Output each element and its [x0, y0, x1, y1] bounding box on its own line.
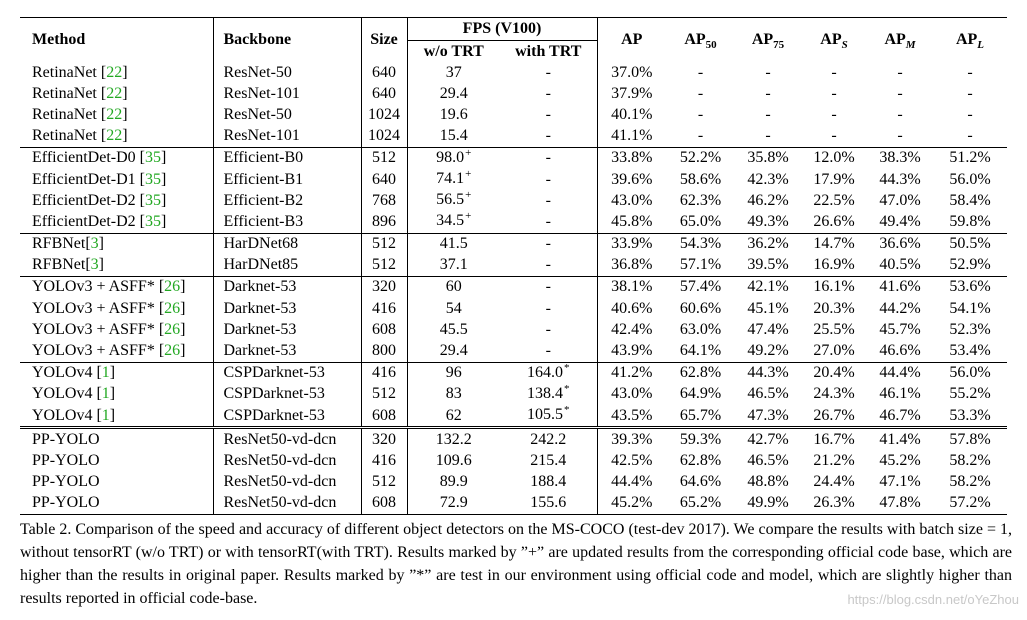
cell-size: 608: [361, 405, 407, 428]
cell-method: EfficientDet-D2 [35]: [32, 191, 167, 209]
cell-fps-wo-trt: 54: [407, 298, 500, 319]
cell-method: YOLOv3 + ASFF* [26]: [20, 276, 213, 298]
table-row: [20, 493, 1007, 515]
cell-method: RFBNet[3]: [32, 256, 104, 274]
cell-method: YOLOv3 + ASFF* [26]: [32, 342, 186, 360]
citation-link[interactable]: 1: [101, 406, 110, 424]
cell-ap: 33.9%: [597, 233, 666, 255]
cell-size: 640: [361, 62, 407, 83]
cell-apl: 58.4%: [949, 191, 991, 209]
cell-fps-with-trt: -: [545, 170, 551, 188]
cell-apl: 53.4%: [949, 342, 991, 360]
cell-ap75: 42.1%: [735, 276, 801, 298]
cell-ap75: 46.2%: [747, 191, 789, 209]
table-row: [20, 472, 1007, 493]
citation-link[interactable]: 35: [145, 212, 161, 230]
table-row: [20, 169, 1007, 190]
cell-backbone: HarDNet85: [213, 255, 361, 277]
cell-ap50: 63.0%: [679, 320, 722, 338]
cell-ap: 45.8%: [597, 211, 666, 233]
cell-ap75: 46.5%: [747, 451, 789, 469]
header-size: Size: [361, 18, 407, 63]
citation-link[interactable]: 26: [164, 278, 181, 296]
cell-ap: 42.4%: [597, 319, 666, 340]
cell-method: EfficientDet-D0 [35]: [20, 147, 213, 169]
cell-ap: 40.1%: [597, 104, 666, 125]
cell-backbone: Efficient-B3: [213, 211, 361, 233]
cell-apl: -: [967, 84, 973, 102]
citation-link[interactable]: 26: [164, 320, 181, 338]
cell-ap75: -: [765, 105, 771, 123]
cell-fps-with-trt: -: [545, 63, 551, 81]
citation-link[interactable]: 1: [101, 364, 110, 382]
cell-fps-wo-trt: 37.1: [407, 255, 500, 277]
cell-ap: 42.5%: [597, 450, 666, 471]
cell-size: 1024: [361, 104, 407, 125]
citation-link[interactable]: 35: [145, 149, 161, 167]
result-marker: *: [564, 361, 570, 374]
cell-size: 320: [361, 276, 407, 298]
cell-fps-wo-trt: 19.6: [407, 104, 500, 125]
table-row: [20, 298, 1007, 319]
cell-size: 512: [361, 384, 407, 405]
header-fps-wo-trt: w/o TRT: [407, 41, 500, 63]
table-row: [20, 104, 1007, 125]
header-apl: $AP_L$: [933, 18, 1007, 63]
result-marker: +: [465, 146, 472, 159]
header-method: Method: [20, 18, 213, 63]
cell-ap75: 45.1%: [747, 299, 789, 317]
cell-aps: 26.6%: [813, 212, 855, 230]
cell-backbone: Efficient-B1: [213, 169, 361, 190]
cell-ap: 41.1%: [597, 126, 666, 148]
cell-ap50: 58.6%: [679, 170, 722, 188]
cell-fps-with-trt: -: [545, 84, 551, 102]
table-row: [20, 450, 1007, 471]
cell-ap: 43.0%: [597, 190, 666, 211]
header-ap75: $AP_{75}$: [735, 18, 801, 63]
cell-fps-wo-trt: 45.5: [407, 319, 500, 340]
cell-fps-wo-trt: 98.0+: [407, 147, 500, 169]
cell-size: 608: [361, 319, 407, 340]
cell-apl: 52.3%: [949, 320, 991, 338]
cell-ap75: 49.3%: [747, 212, 789, 230]
cell-apm: 46.6%: [879, 342, 921, 360]
table-row: [20, 340, 1007, 362]
cell-fps-wo-trt: 96: [407, 362, 500, 384]
cell-aps: 24.4%: [813, 473, 855, 491]
citation-link[interactable]: 1: [101, 385, 110, 403]
cell-apm: 44.2%: [879, 299, 921, 317]
cell-fps-with-trt: 164.0*: [500, 362, 597, 384]
cell-fps-with-trt: 215.4: [530, 451, 567, 469]
table-row: [20, 126, 1007, 148]
cell-size: 512: [361, 255, 407, 277]
cell-fps-with-trt: -: [545, 191, 551, 209]
cell-ap50: 62.8%: [679, 451, 722, 469]
cell-apl: 58.2%: [949, 473, 991, 491]
cell-size: 416: [361, 298, 407, 319]
header-ap50: $AP_{50}$: [666, 18, 735, 63]
cell-fps-wo-trt: 37: [407, 62, 500, 83]
cell-backbone: ResNet50-vd-dcn: [213, 428, 361, 451]
cell-method: YOLOv4 [1]: [20, 362, 213, 384]
cell-apm: 38.3%: [867, 147, 933, 169]
table-row: [20, 255, 1007, 277]
cell-fps-wo-trt: 29.4: [407, 340, 500, 362]
cell-backbone: ResNet-50: [213, 104, 361, 125]
cell-ap75: 48.8%: [747, 473, 789, 491]
watermark: https://blog.csdn.net/oYeZhou: [847, 592, 1019, 607]
cell-fps-wo-trt: 72.9: [407, 493, 500, 515]
table-row: [20, 233, 1007, 255]
cell-fps-with-trt: -: [545, 342, 551, 360]
cell-ap50: -: [697, 105, 704, 123]
cell-fps-wo-trt: 89.9: [407, 472, 500, 493]
cell-apm: 41.4%: [867, 428, 933, 451]
cell-size: 416: [361, 362, 407, 384]
cell-ap: 37.0%: [597, 62, 666, 83]
cell-ap50: 65.0%: [679, 212, 722, 230]
cell-backbone: ResNet50-vd-dcn: [213, 450, 361, 471]
result-marker: *: [564, 382, 570, 395]
cell-apl: 58.2%: [949, 451, 991, 469]
cell-ap75: 47.3%: [747, 406, 789, 424]
cell-fps-with-trt: -: [545, 256, 551, 274]
header-fps-group: FPS (V100): [407, 18, 597, 41]
cell-fps-wo-trt: 83: [407, 384, 500, 405]
cell-apm: 46.1%: [879, 385, 921, 403]
cell-apl: 57.8%: [933, 428, 1007, 451]
cell-fps-with-trt: 138.4*: [527, 382, 570, 402]
cell-apm: 44.4%: [867, 362, 933, 384]
citation-link[interactable]: 22: [106, 84, 123, 102]
header-aps: $AP_S$: [801, 18, 867, 63]
cell-ap: 41.2%: [597, 362, 666, 384]
cell-ap75: -: [765, 63, 771, 81]
cell-aps: -: [831, 84, 837, 102]
cell-ap: 43.9%: [597, 340, 666, 362]
cell-fps-with-trt: 155.6: [500, 493, 597, 515]
cell-apm: 47.0%: [879, 191, 921, 209]
cell-apm: 47.8%: [867, 493, 933, 515]
cell-fps-with-trt: 105.5*: [527, 404, 570, 424]
cell-fps-wo-trt: 132.2: [407, 428, 500, 451]
cell-apl: 56.0%: [949, 170, 991, 188]
cell-backbone: Darknet-53: [213, 298, 361, 319]
cell-method: EfficientDet-D1 [35]: [32, 170, 167, 188]
cell-aps: 16.9%: [813, 256, 855, 274]
cell-apl: 53.3%: [949, 406, 991, 424]
cell-aps: 17.9%: [813, 170, 855, 188]
cell-ap50: 52.2%: [666, 147, 735, 169]
cell-method: RetinaNet [22]: [32, 63, 128, 81]
cell-ap75: 39.5%: [747, 256, 789, 274]
cell-fps-with-trt: -: [545, 127, 551, 145]
cell-aps: -: [831, 127, 837, 145]
cell-fps-with-trt: 242.2: [500, 428, 597, 451]
cell-aps: 16.7%: [801, 428, 867, 451]
table-row: [20, 62, 1007, 83]
comparison-table: [20, 17, 1007, 515]
cell-ap: 37.9%: [597, 83, 666, 104]
cell-apl: 57.2%: [933, 493, 1007, 515]
cell-fps-with-trt: -: [500, 276, 597, 298]
cell-ap75: 47.4%: [747, 320, 789, 338]
cell-fps-wo-trt: 109.6: [407, 450, 500, 471]
cell-apl: 51.2%: [933, 147, 1007, 169]
cell-backbone: Darknet-53: [213, 276, 361, 298]
cell-apm: -: [897, 127, 903, 145]
cell-ap50: -: [697, 127, 704, 145]
table-row: [20, 83, 1007, 104]
cell-fps-wo-trt: 60: [407, 276, 500, 298]
cell-aps: -: [831, 105, 837, 123]
cell-ap50: 60.6%: [679, 299, 722, 317]
cell-apm: 49.4%: [879, 212, 921, 230]
citation-link[interactable]: 22: [106, 63, 123, 81]
cell-size: 608: [361, 493, 407, 515]
cell-ap50: 54.3%: [666, 233, 735, 255]
cell-ap: 43.0%: [597, 384, 666, 405]
cell-fps-wo-trt: 41.5: [407, 233, 500, 255]
cell-aps: 20.4%: [801, 362, 867, 384]
cell-aps: 20.3%: [813, 299, 855, 317]
cell-ap75: 44.3%: [735, 362, 801, 384]
cell-aps: 12.0%: [801, 147, 867, 169]
citation-link[interactable]: 26: [164, 342, 181, 360]
cell-ap75: 46.5%: [747, 385, 789, 403]
table-row: [20, 147, 1007, 169]
cell-backbone: HarDNet68: [213, 233, 361, 255]
cell-apm: 45.2%: [879, 451, 921, 469]
cell-ap50: -: [697, 63, 704, 81]
cell-ap: 38.1%: [597, 276, 666, 298]
cell-fps-with-trt: -: [545, 299, 551, 317]
cell-fps-with-trt: -: [545, 212, 551, 230]
citation-link[interactable]: 3: [90, 256, 99, 274]
cell-aps: 24.3%: [813, 385, 855, 403]
cell-size: 512: [361, 472, 407, 493]
result-marker: +: [465, 189, 472, 202]
cell-ap: 39.6%: [597, 169, 666, 190]
citation-link[interactable]: 3: [90, 235, 99, 253]
cell-ap75: -: [765, 84, 771, 102]
cell-apm: 40.5%: [879, 256, 921, 274]
cell-ap75: -: [765, 127, 771, 145]
cell-ap75: 36.2%: [735, 233, 801, 255]
cell-backbone: ResNet50-vd-dcn: [213, 493, 361, 515]
cell-apl: 56.0%: [933, 362, 1007, 384]
cell-aps: -: [831, 63, 837, 81]
table-body: [20, 62, 1007, 514]
cell-fps-with-trt: 188.4: [530, 473, 567, 491]
cell-ap: 45.2%: [597, 493, 666, 515]
cell-aps: 25.5%: [813, 320, 855, 338]
cell-apl: -: [967, 63, 973, 81]
cell-method: RetinaNet [22]: [32, 84, 128, 102]
citation-link[interactable]: 35: [145, 170, 161, 188]
cell-fps-with-trt: -: [545, 320, 551, 338]
cell-backbone: Efficient-B2: [213, 190, 361, 211]
cell-ap50: 62.8%: [666, 362, 735, 384]
cell-ap50: 59.3%: [666, 428, 735, 451]
cell-ap: 33.8%: [597, 147, 666, 169]
cell-method: YOLOv4 [1]: [32, 406, 116, 424]
cell-apl: 53.6%: [933, 276, 1007, 298]
cell-aps: 26.3%: [801, 493, 867, 515]
cell-fps-with-trt: -: [500, 233, 597, 255]
cell-size: 320: [361, 428, 407, 451]
cell-ap50: 57.1%: [679, 256, 722, 274]
table-row: [20, 384, 1007, 405]
cell-apm: -: [897, 105, 903, 123]
result-marker: +: [465, 168, 472, 181]
cell-ap50: 65.7%: [679, 406, 722, 424]
result-marker: *: [564, 404, 570, 417]
cell-backbone: CSPDarknet-53: [213, 405, 361, 428]
cell-method: PP-YOLO: [20, 428, 213, 451]
cell-fps-wo-trt: 62: [407, 405, 500, 428]
citation-link[interactable]: 22: [106, 105, 123, 123]
cell-size: 640: [361, 169, 407, 190]
cell-fps-wo-trt: 34.5+: [407, 211, 500, 233]
cell-apm: 44.3%: [879, 170, 921, 188]
table-row: [20, 428, 1007, 451]
table-row: [20, 276, 1007, 298]
cell-apl: 55.2%: [949, 385, 991, 403]
cell-size: 768: [361, 190, 407, 211]
cell-apl: 52.9%: [949, 256, 991, 274]
cell-ap50: 64.1%: [679, 342, 722, 360]
cell-ap50: 64.6%: [679, 473, 722, 491]
cell-method: RFBNet[3]: [20, 233, 213, 255]
header-fps-with-trt: with TRT: [500, 41, 597, 63]
cell-ap75: 49.9%: [735, 493, 801, 515]
cell-apm: 41.6%: [867, 276, 933, 298]
cell-apm: 46.7%: [879, 406, 921, 424]
cell-backbone: ResNet-101: [213, 83, 361, 104]
cell-fps-wo-trt: 15.4: [407, 126, 500, 148]
table-row: [20, 211, 1007, 233]
cell-method: EfficientDet-D2 [35]: [32, 212, 167, 230]
cell-size: 896: [361, 211, 407, 233]
cell-method: YOLOv4 [1]: [32, 385, 116, 403]
table-caption: Table 2. Comparison of the speed and accuracy of different object detectors on the MS-COCO (test-dev 2017). We compare the results with batch size = 1, without tensorRT (w/o TRT) or with tensorRT(with TRT). Results marked by ”+” are updated results from the corresponding official code base, which are higher than the results in original paper. Results marked by ”*” are test in our environment using official code and model, which are slightly higher than results reported in official code-base.: [20, 521, 1012, 607]
cell-size: 416: [361, 450, 407, 471]
citation-link[interactable]: 26: [164, 299, 181, 317]
cell-ap: 39.3%: [597, 428, 666, 451]
cell-apm: -: [897, 63, 903, 81]
cell-method: RetinaNet [22]: [32, 105, 128, 123]
cell-aps: 27.0%: [813, 342, 855, 360]
cell-backbone: ResNet50-vd-dcn: [213, 472, 361, 493]
cell-fps-with-trt: -: [545, 105, 551, 123]
cell-apl: 50.5%: [933, 233, 1007, 255]
cell-ap75: 42.7%: [735, 428, 801, 451]
cell-backbone: ResNet-50: [213, 62, 361, 83]
cell-method: RetinaNet [22]: [32, 127, 128, 145]
cell-apm: 36.6%: [867, 233, 933, 255]
cell-ap: 40.6%: [597, 298, 666, 319]
cell-aps: 16.1%: [801, 276, 867, 298]
cell-aps: 22.5%: [813, 191, 855, 209]
cell-ap50: 64.9%: [679, 385, 722, 403]
table-row: [20, 362, 1007, 384]
citation-link[interactable]: 35: [145, 191, 161, 209]
cell-aps: 21.2%: [813, 451, 855, 469]
cell-apl: -: [967, 105, 973, 123]
cell-apl: 59.8%: [949, 212, 991, 230]
header-ap: AP: [597, 18, 666, 63]
cell-aps: 14.7%: [801, 233, 867, 255]
cell-apl: -: [967, 127, 973, 145]
cell-size: 640: [361, 83, 407, 104]
cell-size: 512: [361, 147, 407, 169]
cell-ap: 44.4%: [597, 472, 666, 493]
cell-ap50: 65.2%: [666, 493, 735, 515]
cell-backbone: Efficient-B0: [213, 147, 361, 169]
cell-backbone: Darknet-53: [213, 340, 361, 362]
cell-apm: -: [897, 84, 903, 102]
cell-ap75: 42.3%: [747, 170, 789, 188]
cell-ap50: 57.4%: [666, 276, 735, 298]
header-apm: $AP_M$: [867, 18, 933, 63]
cell-size: 800: [361, 340, 407, 362]
cell-backbone: CSPDarknet-53: [213, 384, 361, 405]
cell-fps-wo-trt: 29.4: [407, 83, 500, 104]
cell-backbone: ResNet-101: [213, 126, 361, 148]
citation-link[interactable]: 22: [106, 127, 123, 145]
cell-aps: 26.7%: [813, 406, 855, 424]
cell-ap75: 35.8%: [735, 147, 801, 169]
cell-method: PP-YOLO: [20, 493, 213, 515]
cell-method: PP-YOLO: [32, 451, 100, 469]
table-row: [20, 190, 1007, 211]
cell-method: YOLOv3 + ASFF* [26]: [32, 320, 186, 338]
cell-fps-wo-trt: 56.5+: [407, 190, 500, 211]
cell-ap: 43.5%: [597, 405, 666, 428]
cell-method: PP-YOLO: [32, 473, 100, 491]
cell-ap75: 49.2%: [747, 342, 789, 360]
cell-ap: 36.8%: [597, 255, 666, 277]
cell-apm: 45.7%: [879, 320, 921, 338]
cell-apl: 54.1%: [949, 299, 991, 317]
cell-fps-wo-trt: 74.1+: [407, 169, 500, 190]
result-marker: +: [465, 210, 472, 223]
cell-ap50: 62.3%: [679, 191, 722, 209]
table-row: [20, 405, 1007, 428]
cell-backbone: CSPDarknet-53: [213, 362, 361, 384]
header-backbone: Backbone: [213, 18, 361, 63]
cell-size: 1024: [361, 126, 407, 148]
cell-apm: 47.1%: [879, 473, 921, 491]
cell-fps-with-trt: -: [500, 147, 597, 169]
table-row: [20, 319, 1007, 340]
cell-ap50: -: [697, 84, 704, 102]
cell-method: YOLOv3 + ASFF* [26]: [32, 299, 186, 317]
cell-size: 512: [361, 233, 407, 255]
cell-backbone: Darknet-53: [213, 319, 361, 340]
